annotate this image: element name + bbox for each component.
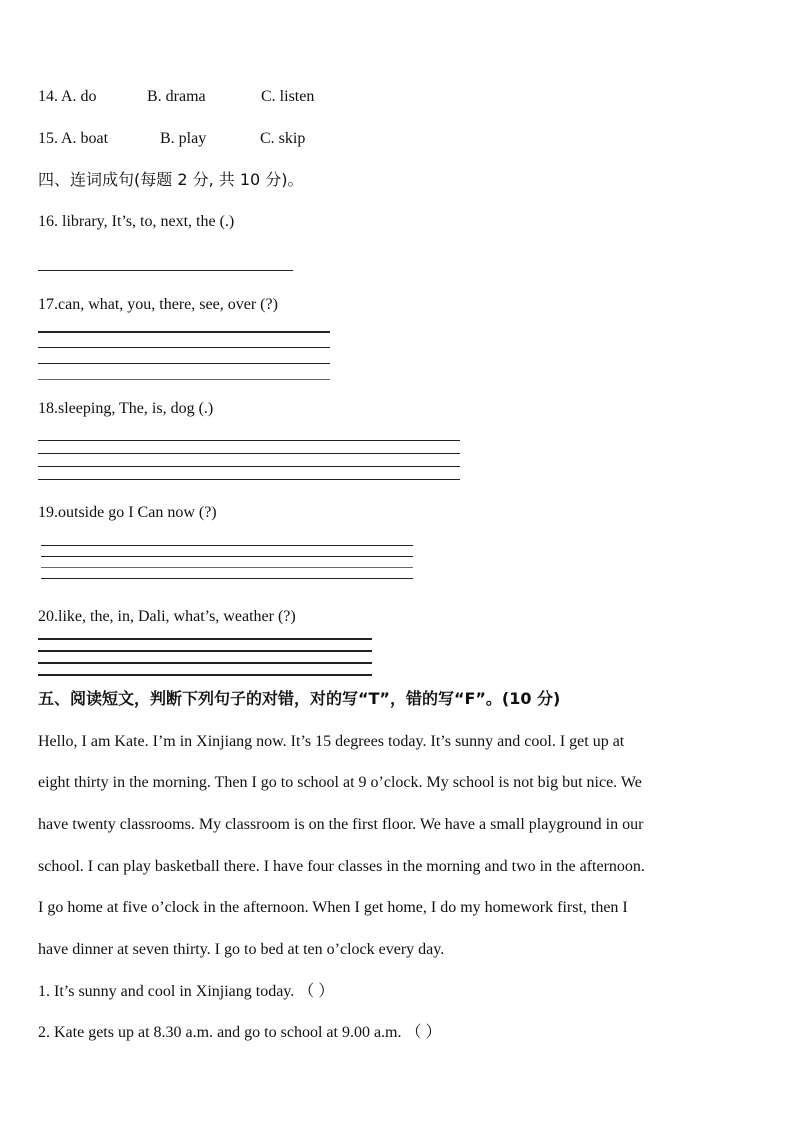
answer-line (38, 453, 460, 454)
passage-line: eight thirty in the morning. Then I go to school at 9 o’clock. My school is not big but nice. We (38, 774, 642, 791)
passage-line: school. I can play basketball there. I have four classes in the morning and two in the afternoon. (38, 858, 645, 875)
answer-line (38, 379, 330, 380)
answer-line (38, 662, 372, 664)
option-c: C. listen (261, 88, 315, 105)
question-17: 17.can, what, you, there, see, over (?) (38, 296, 278, 313)
question-20: 20.like, the, in, Dali, what’s, weather (?) (38, 608, 296, 625)
answer-line (38, 479, 460, 480)
question-number: 14. (38, 88, 58, 105)
answer-line (38, 347, 330, 348)
question-16: 16. library, It’s, to, next, the (.) (38, 213, 235, 230)
option-a: A. boat (61, 130, 109, 147)
option-c: C. skip (260, 130, 306, 147)
answer-line (38, 440, 460, 441)
answer-line (38, 466, 460, 467)
passage-line: have twenty classrooms. My classroom is on the first floor. We have a small playground in our (38, 816, 644, 833)
answer-line (41, 578, 413, 579)
answer-line (38, 650, 372, 652)
section-4-heading: 四、连词成句(每题 2 分, 共 10 分)。 (38, 170, 304, 189)
passage-line: have dinner at seven thirty. I go to bed at ten o’clock every day. (38, 941, 445, 958)
answer-line (41, 556, 413, 557)
statement-1: 1. It’s sunny and cool in Xinjiang today. （ ） (38, 983, 335, 1000)
option-b: B. drama (147, 88, 206, 105)
passage-line: I go home at five o’clock in the afternoon. When I get home, I do my homework first, then I (38, 899, 628, 916)
passage-line: Hello, I am Kate. I’m in Xinjiang now. It’s 15 degrees today. It’s sunny and cool. I get up at (38, 733, 625, 750)
answer-line (38, 363, 330, 364)
statement-2: 2. Kate gets up at 8.30 a.m. and go to school at 9.00 a.m. （ ） (38, 1024, 442, 1041)
section-5-heading: 五、阅读短文，判断下列句子的对错，对的写“T”，错的写“F”。(10 分) (38, 689, 561, 708)
question-number: 15. (38, 130, 58, 147)
question-19: 19.outside go I Can now (?) (38, 504, 217, 521)
answer-line (41, 545, 413, 546)
question-18: 18.sleeping, The, is, dog (.) (38, 400, 214, 417)
option-a: A. do (61, 88, 97, 105)
answer-line (41, 567, 413, 568)
answer-line (38, 331, 330, 333)
answer-line (38, 638, 372, 640)
option-b: B. play (160, 130, 207, 147)
answer-line (38, 674, 372, 676)
answer-line (38, 270, 293, 271)
